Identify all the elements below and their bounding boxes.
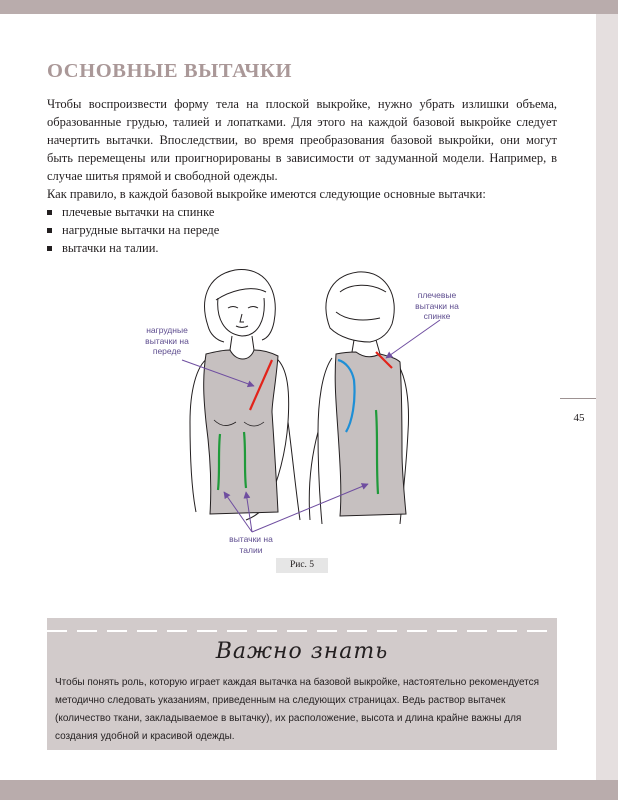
square-bullet-icon xyxy=(47,228,52,233)
list-item-text: нагрудные вытачки на переде xyxy=(62,223,220,237)
top-decorative-bar xyxy=(0,0,618,14)
list-item xyxy=(47,203,557,221)
important-note-box xyxy=(47,618,557,750)
back-left-arm xyxy=(318,358,332,524)
front-neck xyxy=(230,336,254,350)
label-bust-darts: нагрудные вытачки на переде xyxy=(145,325,189,356)
square-bullet-icon xyxy=(47,210,52,215)
section-title: ОСНОВНЫЕ ВЫТАЧКИ xyxy=(47,60,293,82)
intro-paragraph: Чтобы воспроизвести форму тела на плоской выкройке, нужно убрать излишки объема, образованные грудью, талией и лопатками. Для этого на каждой базовой выкройке следует начертить вытачки. Впоследствии, во время преобразования базовой выкройки, они могут быть перемещены или проигнорированы в зависимости от задуманной модели. Например, в случае шитья прямой и свободной одежды. xyxy=(47,97,557,183)
list-item-text: вытачки на талии. xyxy=(62,241,159,255)
list-item xyxy=(47,221,557,239)
page-number-rule xyxy=(560,398,596,399)
arrow-shoulder xyxy=(386,320,440,358)
front-top-garment xyxy=(204,350,278,514)
darts-illustration xyxy=(145,262,480,570)
bottom-decorative-bar xyxy=(0,780,618,800)
right-margin-strip xyxy=(596,14,618,780)
dart-list xyxy=(47,203,557,257)
note-heading: Важно знать xyxy=(215,639,389,664)
list-intro-paragraph: Как правило, в каждой базовой выкройке имеются следующие основные вытачки: xyxy=(47,187,486,201)
waist-dart-front-left xyxy=(218,434,220,490)
list-item-text: плечевые вытачки на спинке xyxy=(62,205,215,219)
square-bullet-icon xyxy=(47,246,52,251)
back-top-garment xyxy=(335,352,406,516)
dashed-divider xyxy=(47,630,557,632)
label-waist-darts: вытачки на талии xyxy=(229,534,273,555)
back-hair xyxy=(326,272,394,342)
note-text: Чтобы понять роль, которую играет каждая вытачка на базовой выкройке, настоятельно рекомендуется методично следовать указаниям, приведенным на следующих страницах. Ведь раствор вытачек (количество ткани, закладываемое в вытачку), их расположение, высота и длина крайне важны для создания удобной и красивой одежды. xyxy=(55,677,540,742)
list-item xyxy=(47,239,557,257)
label-shoulder-darts: плечевые вытачки на спинке xyxy=(415,290,459,321)
body-text xyxy=(47,95,557,257)
figure-caption: Рис. 5 xyxy=(276,558,328,573)
page-number: 45 xyxy=(573,412,585,424)
front-fringe xyxy=(216,289,266,300)
